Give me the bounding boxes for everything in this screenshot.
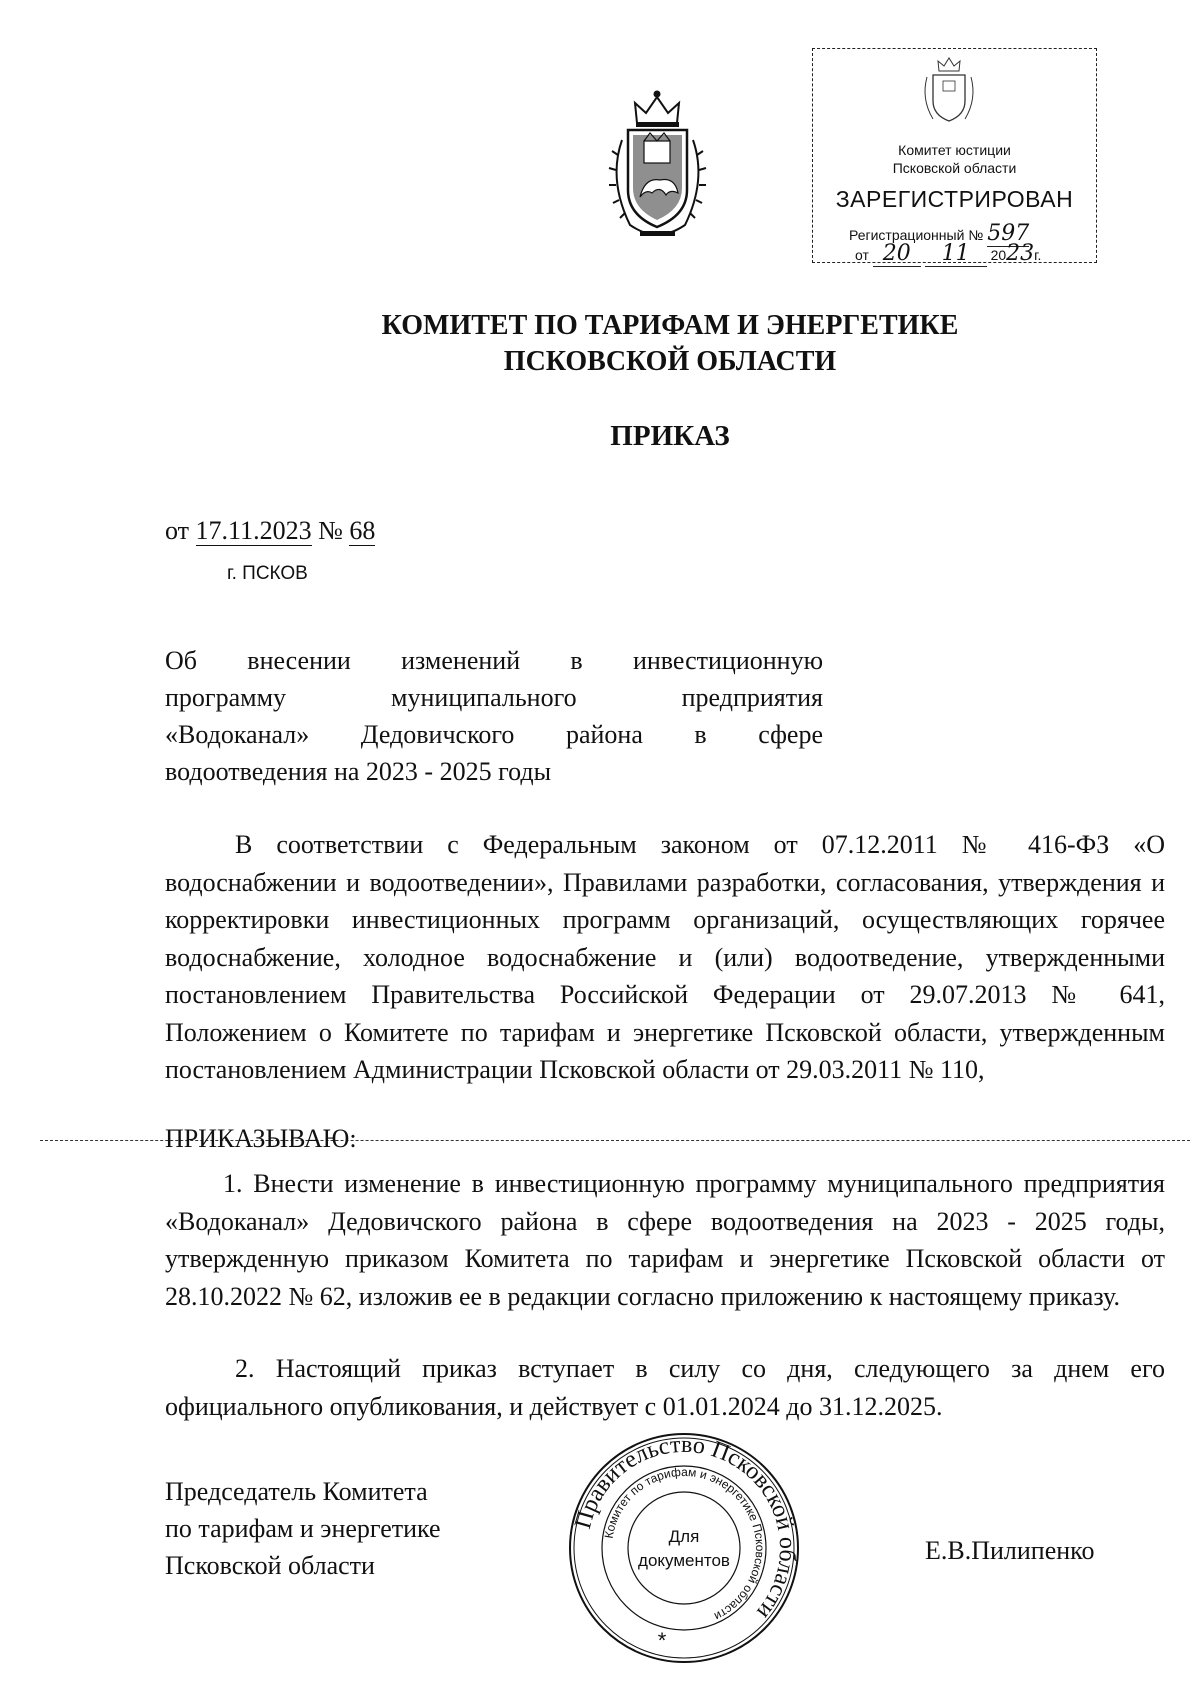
order-date: 17.11.2023 xyxy=(195,516,312,545)
signer-title-line2: по тарифам и энергетике xyxy=(165,1514,441,1543)
order-item-1: 1. Внести изменение в инвестиционную программу муниципального предприятия «Водоканал» Дедовичского района в сфере водоотведения на 2023 - 2025 годы, утвержденную приказом Комитета по тарифам и энергетике Псковской области от 28.10.2022 № 62, изложив ее в редакции согласно приложению к настоящему приказу. xyxy=(165,1169,1165,1311)
stamp-date-line xyxy=(855,241,1041,267)
stamp-date-suffix: г. xyxy=(1034,247,1042,263)
stamp-date-prefix: от xyxy=(855,247,869,263)
registration-stamp xyxy=(812,48,1097,266)
stamp-reg-number: 597 xyxy=(987,221,1030,246)
stamp-date-year-prefix: 20 xyxy=(990,247,1007,263)
order-word: ПРИКАЗЫВАЮ: xyxy=(165,1124,357,1153)
seal-outer-text: Правительство Псковской области xyxy=(570,1431,801,1624)
order-subject xyxy=(165,642,823,790)
signer-title-line3: Псковской области xyxy=(165,1551,375,1580)
round-seal xyxy=(566,1430,802,1666)
stamp-date-year: 23 xyxy=(1006,241,1035,266)
subject-line: «Водоканал» Дедовичского района в сфере xyxy=(165,720,823,749)
seal-center-line1: Для xyxy=(668,1527,700,1546)
stamp-emblem-icon xyxy=(917,55,981,127)
city: г. ПСКОВ xyxy=(227,563,308,584)
signer-title xyxy=(165,1473,441,1584)
date-number-line xyxy=(165,516,375,546)
stamp-org-line2: Псковской области xyxy=(892,160,1017,176)
order-number: 68 xyxy=(349,516,376,545)
date-prefix: от xyxy=(165,516,190,545)
basis-paragraph: В соответствии с Федеральным законом от 07.12.2011 № 416-ФЗ «О водоснабжении и водоотведении», Правилами разработки, согласования, утверждения и корректировки инвестиционных программ организаций, осуществляющих горячее водоснабжение, холодное водоснабжение и (или) водоотведение, утвержденными постановлением Правительства Российской Федерации от 29.07.2013 № 641, Положением о Комитете по тарифам и энергетике Псковской области, утвержденным постановлением Администрации Псковской области от 29.03.2011 № 110, xyxy=(165,830,1165,1084)
coat-of-arms-emblem xyxy=(600,85,715,240)
signer-title-line1: Председатель Комитета xyxy=(165,1477,428,1506)
seal-inner-text: Комитет по тарифам и энергетике Псковской области xyxy=(601,1464,768,1624)
stamp-date-day: 20 xyxy=(873,241,921,267)
stamp-date-month: 11 xyxy=(925,241,987,267)
subject-line: программу муниципального предприятия xyxy=(165,683,823,712)
number-prefix: № xyxy=(318,516,343,545)
subject-line: Об внесении изменений в инвестиционную xyxy=(165,646,823,675)
stamp-reg-label: Регистрационный № xyxy=(849,227,984,243)
seal-center-line2: документов xyxy=(638,1551,730,1570)
organization-title-line2: ПСКОВСКОЙ ОБЛАСТИ xyxy=(503,346,837,377)
seal-star-icon: * xyxy=(657,1628,667,1653)
organization-title xyxy=(0,308,1200,380)
organization-title-line1: КОМИТЕТ ПО ТАРИФАМ И ЭНЕРГЕТИКЕ xyxy=(381,310,959,341)
document-kind: ПРИКАЗ xyxy=(610,420,730,452)
order-item-2: 2. Настоящий приказ вступает в силу со дня, следующего за днем его официального опубликования, и действует с 01.01.2024 до 31.12.2025. xyxy=(165,1354,1165,1421)
signer-name: Е.В.Пилипенко xyxy=(925,1536,1095,1565)
subject-line: водоотведения на 2023 - 2025 годы xyxy=(165,757,552,786)
stamp-status: ЗАРЕГИСТРИРОВАН xyxy=(835,186,1074,212)
stamp-org-line1: Комитет юстиции xyxy=(898,142,1011,158)
